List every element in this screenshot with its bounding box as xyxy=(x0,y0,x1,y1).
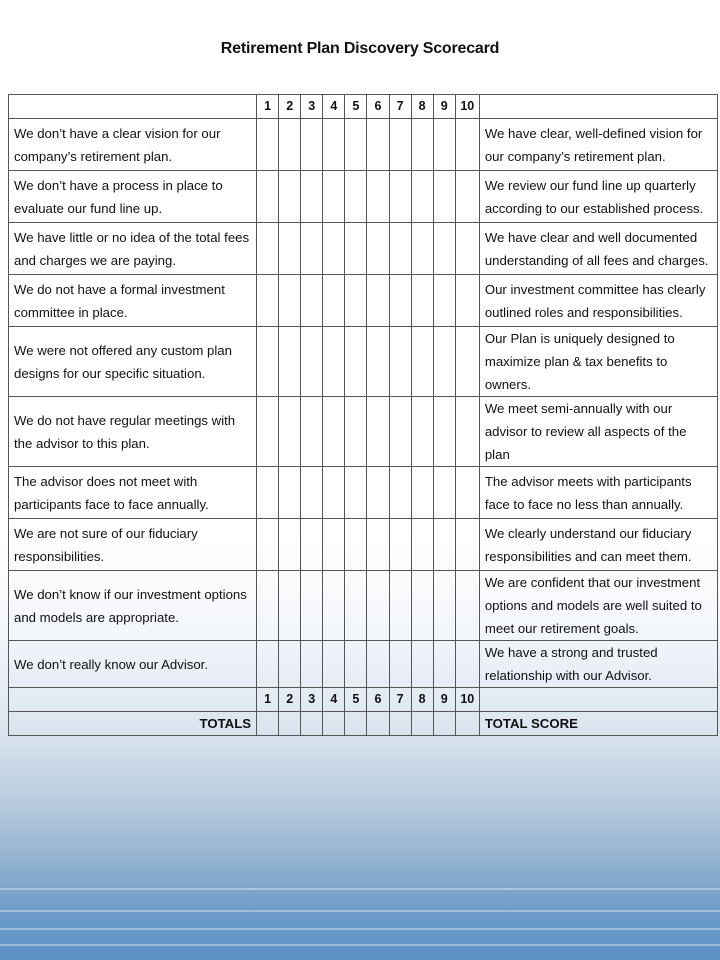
score-cell-3[interactable] xyxy=(301,327,323,397)
score-cell-1[interactable] xyxy=(257,223,279,275)
score-cell-10[interactable] xyxy=(455,641,479,688)
negative-statement: The advisor does not meet with participants face to face annually. xyxy=(9,467,257,519)
score-cell-5[interactable] xyxy=(345,641,367,688)
score-cell-2[interactable] xyxy=(279,223,301,275)
score-cell-10[interactable] xyxy=(455,223,479,275)
score-cell-10[interactable] xyxy=(455,327,479,397)
score-cell-7[interactable] xyxy=(389,519,411,571)
score-cell-6[interactable] xyxy=(367,171,389,223)
score-cell-4[interactable] xyxy=(323,327,345,397)
score-cell-8[interactable] xyxy=(411,171,433,223)
positive-statement: We clearly understand our fiduciary responsibilities and can meet them. xyxy=(479,519,717,571)
scale-number-1: 1 xyxy=(257,688,279,712)
score-cell-7[interactable] xyxy=(389,327,411,397)
positive-statement: Our investment committee has clearly outlined roles and responsibilities. xyxy=(479,275,717,327)
table-row xyxy=(9,467,718,519)
scale-number-4: 4 xyxy=(323,688,345,712)
score-cell-7[interactable] xyxy=(389,119,411,171)
positive-statement: We review our fund line up quarterly according to our established process. xyxy=(479,171,717,223)
score-cell-8[interactable] xyxy=(411,641,433,688)
score-cell-4[interactable] xyxy=(323,171,345,223)
score-cell-7[interactable] xyxy=(389,641,411,688)
score-cell-4[interactable] xyxy=(323,467,345,519)
score-cell-8[interactable] xyxy=(411,119,433,171)
score-cell-9[interactable] xyxy=(433,641,455,688)
negative-statement: We are not sure of our fiduciary responsibilities. xyxy=(9,519,257,571)
positive-statement: Our Plan is uniquely designed to maximize plan & tax benefits to owners. xyxy=(479,327,717,397)
score-cell-10[interactable] xyxy=(455,519,479,571)
scale-number-6: 6 xyxy=(367,95,389,119)
positive-statement: The advisor meets with participants face to face no less than annually. xyxy=(479,467,717,519)
score-cell-8[interactable] xyxy=(411,519,433,571)
score-cell-3[interactable] xyxy=(301,397,323,467)
scale-number-9: 9 xyxy=(433,688,455,712)
water-background xyxy=(0,840,720,960)
score-cell-9[interactable] xyxy=(433,223,455,275)
header-blank-cell xyxy=(9,688,257,712)
score-cell-9[interactable] xyxy=(433,327,455,397)
total-cell-1[interactable] xyxy=(257,712,279,736)
score-cell-5[interactable] xyxy=(345,397,367,467)
score-cell-5[interactable] xyxy=(345,467,367,519)
score-cell-3[interactable] xyxy=(301,171,323,223)
score-cell-3[interactable] xyxy=(301,119,323,171)
total-cell-3[interactable] xyxy=(301,712,323,736)
score-cell-5[interactable] xyxy=(345,223,367,275)
score-cell-6[interactable] xyxy=(367,397,389,467)
totals-row xyxy=(9,712,718,736)
total-cell-4[interactable] xyxy=(323,712,345,736)
score-cell-4[interactable] xyxy=(323,519,345,571)
score-cell-5[interactable] xyxy=(345,327,367,397)
score-cell-1[interactable] xyxy=(257,571,279,641)
positive-statement: We have clear and well documented understanding of all fees and charges. xyxy=(479,223,717,275)
score-cell-10[interactable] xyxy=(455,119,479,171)
scale-number-8: 8 xyxy=(411,688,433,712)
score-cell-9[interactable] xyxy=(433,397,455,467)
scorecard-table xyxy=(8,94,718,736)
score-cell-8[interactable] xyxy=(411,223,433,275)
table-row xyxy=(9,171,718,223)
table-row xyxy=(9,223,718,275)
score-cell-3[interactable] xyxy=(301,641,323,688)
score-cell-7[interactable] xyxy=(389,467,411,519)
score-cell-4[interactable] xyxy=(323,641,345,688)
score-cell-2[interactable] xyxy=(279,519,301,571)
scale-number-10: 10 xyxy=(455,95,479,119)
header-blank-cell xyxy=(9,95,257,119)
score-cell-7[interactable] xyxy=(389,171,411,223)
scale-number-2: 2 xyxy=(279,95,301,119)
total-cell-5[interactable] xyxy=(345,712,367,736)
table-row xyxy=(9,275,718,327)
score-cell-10[interactable] xyxy=(455,171,479,223)
scale-number-9: 9 xyxy=(433,95,455,119)
score-cell-7[interactable] xyxy=(389,397,411,467)
score-cell-5[interactable] xyxy=(345,519,367,571)
score-cell-4[interactable] xyxy=(323,397,345,467)
score-cell-10[interactable] xyxy=(455,397,479,467)
score-cell-2[interactable] xyxy=(279,275,301,327)
score-cell-8[interactable] xyxy=(411,571,433,641)
score-cell-2[interactable] xyxy=(279,327,301,397)
score-cell-1[interactable] xyxy=(257,467,279,519)
score-cell-9[interactable] xyxy=(433,467,455,519)
score-cell-2[interactable] xyxy=(279,397,301,467)
total-cell-10[interactable] xyxy=(455,712,479,736)
score-cell-4[interactable] xyxy=(323,571,345,641)
score-cell-8[interactable] xyxy=(411,327,433,397)
score-cell-10[interactable] xyxy=(455,571,479,641)
positive-statement: We meet semi-annually with our advisor to review all aspects of the plan xyxy=(479,397,717,467)
score-cell-5[interactable] xyxy=(345,119,367,171)
negative-statement: We don’t have a clear vision for our company’s retirement plan. xyxy=(9,119,257,171)
scale-number-6: 6 xyxy=(367,688,389,712)
score-cell-6[interactable] xyxy=(367,275,389,327)
total-score-label[interactable]: TOTAL SCORE xyxy=(479,712,717,736)
negative-statement: We have little or no idea of the total fees and charges we are paying. xyxy=(9,223,257,275)
table-row xyxy=(9,641,718,688)
total-cell-9[interactable] xyxy=(433,712,455,736)
score-cell-6[interactable] xyxy=(367,327,389,397)
score-cell-3[interactable] xyxy=(301,467,323,519)
table-row xyxy=(9,571,718,641)
scale-number-3: 3 xyxy=(301,688,323,712)
scale-number-7: 7 xyxy=(389,688,411,712)
score-cell-8[interactable] xyxy=(411,275,433,327)
total-cell-6[interactable] xyxy=(367,712,389,736)
score-cell-5[interactable] xyxy=(345,171,367,223)
negative-statement: We do not have a formal investment committee in place. xyxy=(9,275,257,327)
scale-number-8: 8 xyxy=(411,95,433,119)
score-cell-4[interactable] xyxy=(323,275,345,327)
score-cell-2[interactable] xyxy=(279,571,301,641)
score-cell-5[interactable] xyxy=(345,275,367,327)
total-cell-2[interactable] xyxy=(279,712,301,736)
score-cell-1[interactable] xyxy=(257,275,279,327)
score-cell-3[interactable] xyxy=(301,519,323,571)
negative-statement: We were not offered any custom plan designs for our specific situation. xyxy=(9,327,257,397)
scale-header-bottom xyxy=(9,688,718,712)
score-cell-6[interactable] xyxy=(367,571,389,641)
score-cell-8[interactable] xyxy=(411,467,433,519)
scale-number-7: 7 xyxy=(389,95,411,119)
header-blank-cell xyxy=(479,688,717,712)
scale-number-5: 5 xyxy=(345,95,367,119)
score-cell-4[interactable] xyxy=(323,119,345,171)
score-cell-9[interactable] xyxy=(433,275,455,327)
score-cell-9[interactable] xyxy=(433,119,455,171)
score-cell-1[interactable] xyxy=(257,327,279,397)
score-cell-2[interactable] xyxy=(279,467,301,519)
total-cell-8[interactable] xyxy=(411,712,433,736)
score-cell-6[interactable] xyxy=(367,119,389,171)
score-cell-10[interactable] xyxy=(455,275,479,327)
score-cell-2[interactable] xyxy=(279,641,301,688)
scale-number-4: 4 xyxy=(323,95,345,119)
score-cell-1[interactable] xyxy=(257,119,279,171)
scale-number-1: 1 xyxy=(257,95,279,119)
page-title: Retirement Plan Discovery Scorecard xyxy=(220,40,500,57)
positive-statement: We are confident that our investment options and models are well suited to meet our retirement goals. xyxy=(479,571,717,641)
score-cell-7[interactable] xyxy=(389,571,411,641)
score-cell-7[interactable] xyxy=(389,223,411,275)
positive-statement: We have clear, well-defined vision for our company’s retirement plan. xyxy=(479,119,717,171)
score-cell-6[interactable] xyxy=(367,519,389,571)
score-cell-3[interactable] xyxy=(301,223,323,275)
score-cell-2[interactable] xyxy=(279,119,301,171)
score-cell-6[interactable] xyxy=(367,223,389,275)
totals-label: TOTALS xyxy=(9,712,257,736)
score-cell-4[interactable] xyxy=(323,223,345,275)
score-cell-5[interactable] xyxy=(345,571,367,641)
score-cell-6[interactable] xyxy=(367,467,389,519)
score-cell-7[interactable] xyxy=(389,275,411,327)
table-row xyxy=(9,327,718,397)
score-cell-10[interactable] xyxy=(455,467,479,519)
scale-number-3: 3 xyxy=(301,95,323,119)
score-cell-3[interactable] xyxy=(301,275,323,327)
score-cell-9[interactable] xyxy=(433,519,455,571)
score-cell-1[interactable] xyxy=(257,641,279,688)
score-cell-1[interactable] xyxy=(257,171,279,223)
table-row xyxy=(9,397,718,467)
negative-statement: We don’t have a process in place to evaluate our fund line up. xyxy=(9,171,257,223)
table-row xyxy=(9,519,718,571)
negative-statement: We don’t really know our Advisor. xyxy=(9,641,257,688)
score-cell-3[interactable] xyxy=(301,571,323,641)
score-cell-9[interactable] xyxy=(433,571,455,641)
scale-number-2: 2 xyxy=(279,688,301,712)
score-cell-8[interactable] xyxy=(411,397,433,467)
score-cell-1[interactable] xyxy=(257,397,279,467)
table-row xyxy=(9,119,718,171)
score-cell-9[interactable] xyxy=(433,171,455,223)
positive-statement: We have a strong and trusted relationship with our Advisor. xyxy=(479,641,717,688)
scale-header-top xyxy=(9,95,718,119)
total-cell-7[interactable] xyxy=(389,712,411,736)
header-blank-cell xyxy=(479,95,717,119)
score-cell-1[interactable] xyxy=(257,519,279,571)
score-cell-2[interactable] xyxy=(279,171,301,223)
negative-statement: We do not have regular meetings with the advisor to this plan. xyxy=(9,397,257,467)
scale-number-10: 10 xyxy=(455,688,479,712)
scale-number-5: 5 xyxy=(345,688,367,712)
score-cell-6[interactable] xyxy=(367,641,389,688)
negative-statement: We don’t know if our investment options and models are appropriate. xyxy=(9,571,257,641)
